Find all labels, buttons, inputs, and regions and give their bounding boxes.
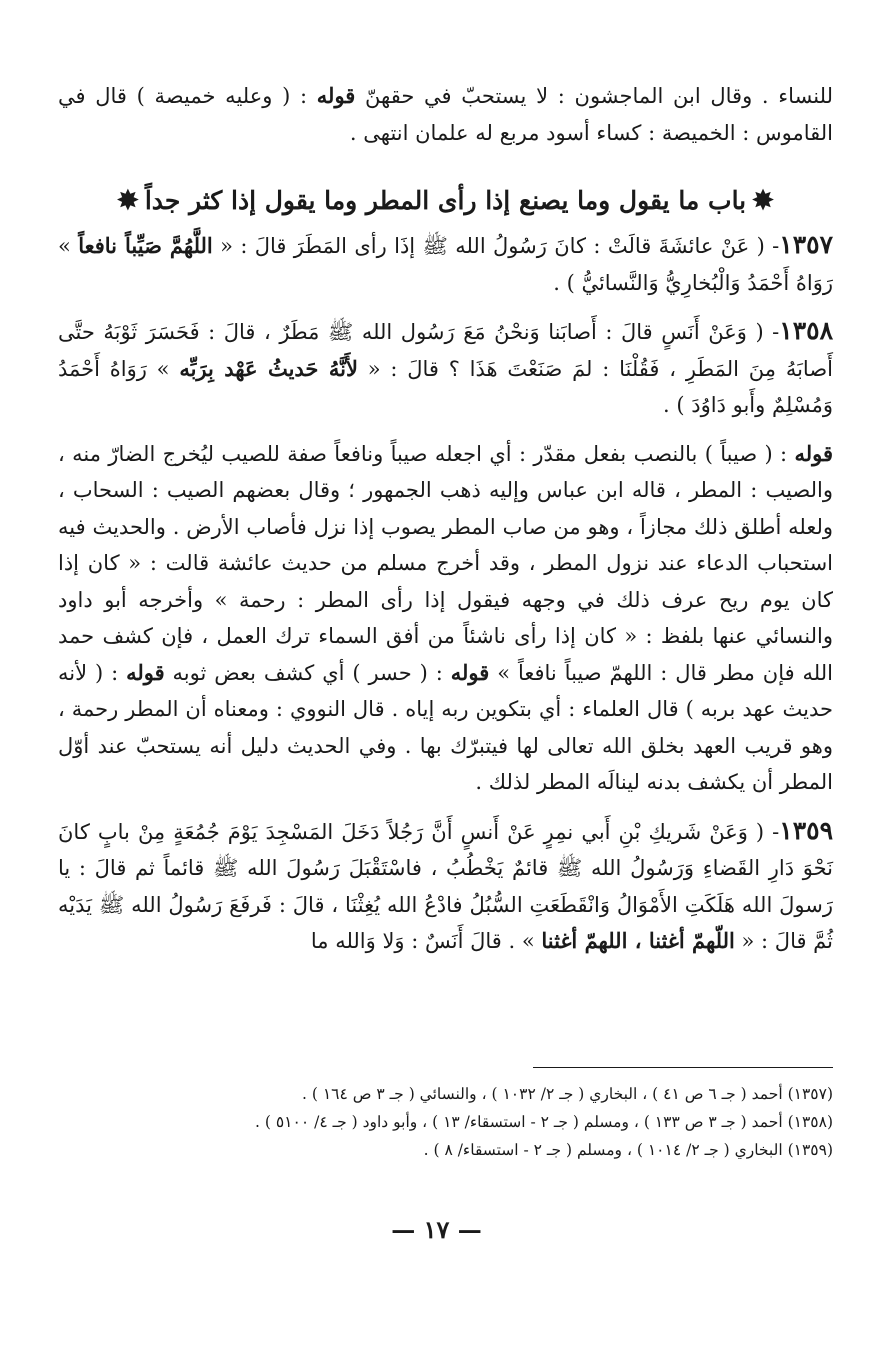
- hadith-source: » رَوَاهُ أَحْمَدُ وَمُسْلِمٌ وأَبو دَاوُدَ ) .: [58, 356, 833, 417]
- footnote: (١٣٥٩) البخاري ( جـ ٢/ ١٠١٤ ) ، ومسلم ( جـ ٢ - استسقاء/ ٨ ) .: [423, 1141, 833, 1159]
- hadith-number: ١٣٥٧: [779, 230, 833, 259]
- footnote-divider: [533, 1067, 833, 1068]
- footnote: (١٣٥٧) أحمد ( جـ ٦ ص ٤١ ) ، البخاري ( جـ ٢/ ١٠٣٢ ) ، والنسائي ( جـ ٣ ص ١٦٤ ) .: [301, 1085, 833, 1103]
- qawluh-label: قوله: [450, 659, 490, 685]
- qawluh-label: قوله: [316, 83, 356, 108]
- hadith-text: - ( عَنْ عائشَةَ قالَتْ : كانَ رَسُولُ الله ﷺ إذَا رأى المَطَرَ قالَ : «: [212, 234, 780, 258]
- hadith-quote: لأَنَّهُ حَديثُ عَهْد بِرَبِّه: [179, 355, 358, 381]
- page-number: — ١٧ —: [391, 1215, 482, 1244]
- hadith-number: ١٣٥٩: [779, 815, 833, 845]
- chapter-title: باب ما يقول وما يصنع إذا رأى المطر وما يقول إذا كثر جداً: [144, 186, 747, 215]
- intro-text: للنساء . وقال ابن الماجشون : لا يستحبّ في حقهنّ: [355, 84, 833, 108]
- commentary-text: : ( صيباً ) بالنصب بفعل مقدّر : أي اجعله صيباً ونافعاً صفة للصيب ليُخرج الضارّ منه ، والصيب : المطر ، قاله ابن عباس وإليه ذهب الجمهور ؛ وقال بعضهم الصيب : السحاب ، ولعله أطلق ذلك مجازاً ، وهو من صاب المطر يصوب إذا نزل فأصاب الأرض . والحديث فيه استحباب الدعاء عند نزول المطر ، وقد أخرج مسلم من حديث عائشة قالت : « كان إذا كان يوم ريح عرف ذلك في وجهه فيقول إذا رأى المطر : رحمة » وأخرجه أبو داود والنسائي عنها بلفظ : « كان إذا رأى ناشئاً من أفق السماء ترك العمل ، فإن كشف حمد الله فإن مطر قال : اللهمّ صيباً نافعاً »: [58, 441, 833, 685]
- star-ornament-icon: ✸: [117, 186, 139, 216]
- footnote: (١٣٥٨) أحمد ( جـ ٣ ص ١٣٣ ) ، ومسلم ( جـ ٢ - استسقاء/ ١٣ ) ، وأبو داود ( جـ ٤/ ٥١٠٠ ) .: [255, 1113, 833, 1131]
- commentary-text: : ( حسر ) أي كشف بعض ثوبه: [164, 660, 451, 685]
- commentary-text: : ( لأنه حديث عهد بربه ) قال العلماء : أي بتكوين ربه إياه . قال النووي : ومعناه أن المطر رحمة ، وهو قريب العهد بخلق الله تعالى لها فيتبرّك بها . وفي الحديث دليل أنه يستحبّ عند أوّل المطر أن يكشف بدنه لينالَه المطر لذلك .: [58, 660, 833, 794]
- hadith-source: » رَوَاهُ أَحْمَدُ وَالْبُخارِيُّ وَالنَّسائيُّ ) .: [58, 234, 833, 295]
- hadith-text: - ( وَعَنْ أَنَسٍ قالَ : أَصابَنا وَنحْنُ مَعَ رَسُول الله ﷺ مَطَرٌ ، قالَ : فَحَسَرَ ثَوْبَهُ حتَّى أَصابَهُ مِنَ المَطَرِ ، فَقُلْنَا : لمَ صَنَعْتَ هَذَا ؟ قالَ : «: [58, 320, 833, 381]
- hadith-dua: اللّهمّ أغثنا ، اللهمّ أغثنا: [541, 928, 735, 953]
- qawluh-label: قوله: [794, 440, 833, 466]
- intro-text-cont: : ( وعليه خميصة ) قال في القاموس : الخميصة : كساء أسود مربع له علمان انتهى .: [58, 84, 833, 145]
- footnotes: [58, 1080, 833, 1164]
- star-ornament-icon: ✸: [752, 186, 774, 216]
- hadith-text: - ( وَعَنْ شَريكِ بْنِ أَبي نمِرٍ عَنْ أَنسٍ أَنَّ رَجُلاً دَخَلَ المَسْجِدَ يَوْمَ جُمُعَةٍ مِنْ بابٍ كانَ نَحْوَ دَارِ القَضاءِ وَرَسُولُ الله ﷺ قائمٌ يَخْطُبُ ، فاسْتَقْبَلَ رَسُولَ الله ﷺ قائماً ثم قالَ : يا رَسولَ الله هَلَكَتِ الأَمْوَالُ وَانْقَطَعَتِ السُّبُلُ فادْعُ الله يُغِثْنَا ، قالَ : فَرفَعَ رَسُولُ الله ﷺ يَدَيْه ثُمَّ قالَ : «: [58, 819, 833, 953]
- qawluh-label: قوله: [126, 659, 165, 685]
- hadith-number: ١٣٥٨: [779, 316, 833, 345]
- footnote-region: [58, 0, 833, 1371]
- hadith-dua: اللَّهُمَّ صَيِّباً نافعاً: [78, 233, 213, 258]
- hadith-text-cont: » . قالَ أَنَسٌ : وَلا وَالله ما: [310, 929, 542, 953]
